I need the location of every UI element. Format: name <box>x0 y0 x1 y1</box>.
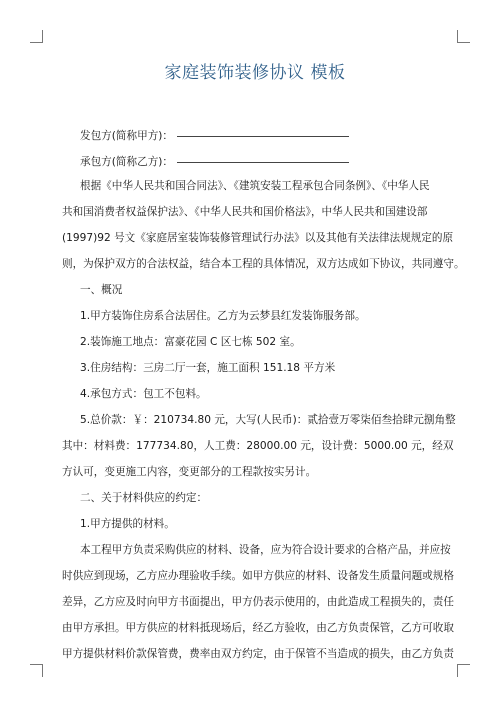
list-item: 1.甲方装饰住房系合法居住。乙方为云梦县红发装饰服务部。 <box>80 310 366 322</box>
list-item: 4.承包方式：包工不包料。 <box>80 388 207 400</box>
material-line: 由甲方承担。甲方供应的材料抵现场后，经乙方验收，由乙方负责保管，乙方可收取 <box>62 622 454 634</box>
document-page <box>62 58 465 667</box>
preamble-line: 共和国消费者权益保护法》、《中华人民共和国价格法》，中华人民共和国建设部 <box>62 206 428 218</box>
document-title: 家庭装饰装修协议 模板 <box>164 63 346 83</box>
party-b-line <box>62 143 448 169</box>
list-item: 1.甲方提供的材料。 <box>80 518 175 530</box>
party-b-blank <box>177 150 349 163</box>
price-line: 5.总价款：￥：210734.80 元，大写(人民币)：贰拾壹万零柒佰叁拾肆元捌角整 <box>80 414 456 426</box>
section-heading: 一、概况 <box>80 284 123 296</box>
preamble-line: 则，为保护双方的合法权益，结合本工程的具体情况，双方达成如下协议，共同遵守。 <box>62 258 465 270</box>
list-item: 2.装饰施工地点：富豪花园 C 区七栋 502 室。 <box>80 336 301 348</box>
preamble-line: (1997)92 号文《家庭居室装饰装修管理试行办法》以及其他有关法律法规规定的原 <box>62 232 454 244</box>
party-a-line <box>62 117 448 143</box>
section-heading: 二、关于材料供应的约定： <box>80 492 208 504</box>
material-line: 差异，乙方应及时向甲方书面提出，甲方仍表示使用的，由此造成工程损失的，责任 <box>62 596 454 608</box>
crop-mark-bottom-right <box>457 664 470 677</box>
preamble-line: 根据《中华人民共和国合同法》、《建筑安装工程承包合同条例》、《中华人民 <box>80 180 430 192</box>
list-item: 3.住房结构：三房二厅一套，施工面积 151.18 平方米 <box>80 362 336 374</box>
material-line: 甲方提供材料价款保管费，费率由双方约定，由于保管不当造成的损失，由乙方负责 <box>62 648 454 660</box>
material-paragraph <box>62 537 454 667</box>
material-line: 时供应到现场，乙方应办理验收手续。如甲方供应的材料、设备发生质量问题或规格 <box>62 570 454 582</box>
crop-mark-bottom-left <box>30 664 43 677</box>
party-a-label: 发包方(简称甲方)： <box>80 130 174 142</box>
party-a-blank <box>177 124 349 137</box>
crop-mark-top-right <box>457 30 470 43</box>
crop-mark-top-left <box>30 30 43 43</box>
party-b-label: 承包方(简称乙方)： <box>80 156 174 168</box>
material-line: 本工程甲方负责采购供应的材料、设备，应为符合设计要求的合格产品，并应按 <box>80 544 451 556</box>
preamble-paragraph <box>62 173 465 277</box>
price-line: 方认可，变更施工内容，变更部分的工程款按实另计。 <box>62 466 317 478</box>
price-line: 其中：材料费：177734.80，人工费：28000.00 元，设计费：5000.00 元，经双 <box>62 440 454 452</box>
price-paragraph <box>62 407 456 485</box>
